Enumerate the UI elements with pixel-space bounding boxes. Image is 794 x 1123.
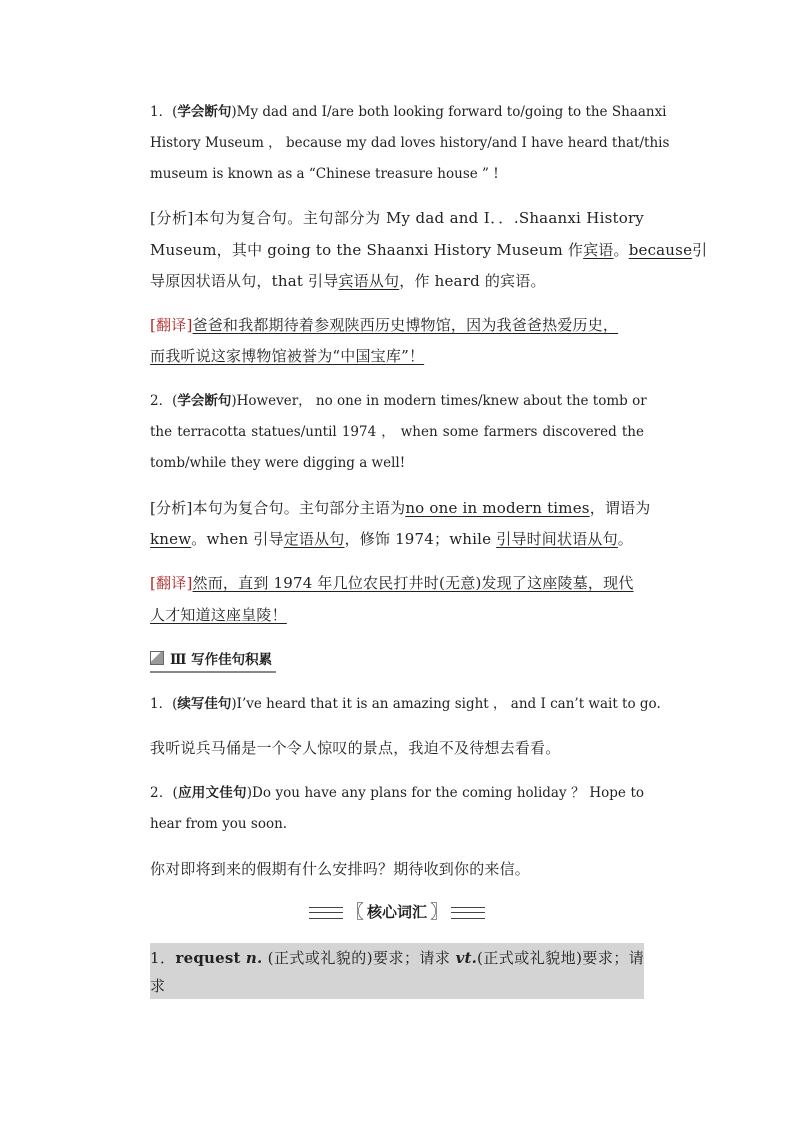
answer-blank: knew bbox=[150, 530, 192, 548]
item2-analysis-line1: [分析]本句为复合句。主句部分主语为no one in modern times，谓语为 bbox=[150, 499, 651, 517]
writing-sentence2-cn: 你对即将到来的假期有什么安排吗？期待收到你的来信。 bbox=[150, 860, 531, 878]
writing-sentence1: 1．(续写佳句)I’ve heard that it is an amazing sight ， and I can’t wait to go. bbox=[150, 696, 661, 712]
answer-blank: 引导时间状语从句 bbox=[496, 530, 618, 548]
translation-tag: [翻译] bbox=[150, 574, 193, 592]
writing-sentence1-cn: 我听说兵马俑是一个令人惊叹的景点，我迫不及待想去看看。 bbox=[150, 739, 561, 757]
writing-sentence2-line2: hear from you soon. bbox=[150, 816, 288, 832]
section-heading-writing: Ⅲ 写作佳句积累 bbox=[150, 650, 272, 670]
item1-sentence-line3: museum is known as a “Chinese treasure house ” ! bbox=[150, 166, 499, 182]
translation-tag: [翻译] bbox=[150, 316, 193, 334]
heading-decoration-left bbox=[309, 907, 343, 919]
answer-blank: because bbox=[628, 241, 693, 259]
item1-analysis-line1: [分析]本句为复合句。主句部分为 My dad and I．．.Shaanxi History bbox=[150, 209, 644, 227]
vocab-entry-line2: 求 bbox=[150, 974, 644, 999]
tag-practical: 应用文佳句 bbox=[177, 785, 247, 801]
answer-blank: 宾语从句 bbox=[338, 272, 400, 290]
writing-sentence2-line1: 2．(应用文佳句)Do you have any plans for the coming holiday ？ Hope to bbox=[150, 785, 645, 801]
core-vocab-heading: 〖 核心词汇 〗 bbox=[150, 900, 644, 924]
item1-analysis-line2: Museum，其中 going to the Shaanxi History Museum 作宾语。because引 bbox=[150, 241, 708, 259]
item1-analysis-line3: 导原因状语从句，that 引导宾语从句，作 heard 的宾语。 bbox=[150, 272, 546, 290]
item1-sentence-line1: 1．(学会断句)My dad and I/are both looking forward to/going to the Shaanxi bbox=[150, 104, 667, 120]
item2-translation-line1: [翻译]然而，直到 1974 年几位农民打井时(无意)发现了这座陵墓，现代 bbox=[150, 574, 634, 592]
item2-sentence-line1: 2．(学会断句)However， no one in modern times/knew about the tomb or bbox=[150, 393, 647, 409]
item2-translation-line2: 人才知道这座皇陵！ bbox=[150, 606, 287, 624]
item1-sentence-line2: History Museum ， because my dad loves history/and I have heard that/this bbox=[150, 135, 670, 151]
item1-translation-line1: [翻译]爸爸和我都期待着参观陕西历史博物馆，因为我爸爸热爱历史， bbox=[150, 316, 619, 334]
tag-learn-break: 学会断句 bbox=[177, 393, 232, 409]
vocab-entry-line1: 1．request n. (正式或礼貌的)要求；请求 vt.(正式或礼貌地)要求；请 bbox=[150, 943, 644, 974]
heading-decoration-right bbox=[451, 907, 485, 919]
section-underline bbox=[150, 671, 276, 673]
item2-sentence-line3: tomb/while they were digging a well! bbox=[150, 455, 406, 471]
tag-continuation: 续写佳句 bbox=[177, 696, 232, 712]
section-marker-icon bbox=[150, 651, 164, 665]
vocab-word: request bbox=[175, 949, 241, 967]
item2-analysis-line2: knew。when 引导定语从句，修饰 1974；while 引导时间状语从句。 bbox=[150, 530, 633, 548]
item2-sentence-line2: the terracotta statues/until 1974 ， when some farmers discovered the bbox=[150, 424, 644, 440]
answer-blank: no one in modern times bbox=[405, 499, 590, 517]
answer-blank: 宾语 bbox=[583, 241, 614, 259]
tag-learn-break: 学会断句 bbox=[177, 104, 232, 120]
answer-blank: 定语从句 bbox=[283, 530, 345, 548]
item1-translation-line2: 而我听说这家博物馆被誉为“中国宝库”！ bbox=[150, 347, 425, 365]
